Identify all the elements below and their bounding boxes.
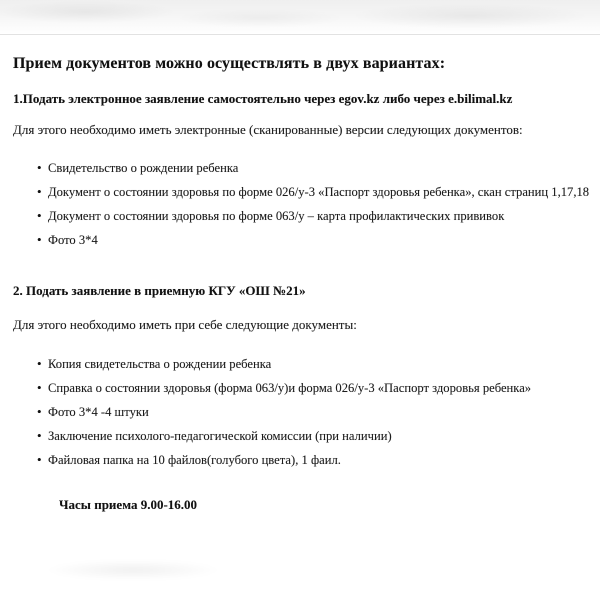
list-item: • Заключение психолого-педагогической комиссии (при наличии) bbox=[13, 424, 586, 448]
list-item: • Справка о состоянии здоровья (форма 063/у)и форма 026/у-3 «Паспорт здоровья ребенка» bbox=[13, 376, 586, 400]
section2-intro: Для этого необходимо иметь при себе следующие документы: bbox=[13, 317, 357, 332]
section-electronic-application bbox=[13, 91, 590, 252]
list-item: • Фото 3*4 -4 штуки bbox=[13, 400, 586, 424]
document-title: Прием документов можно осуществлять в двух вариантах: bbox=[13, 55, 446, 72]
section-in-person-application bbox=[13, 283, 586, 472]
section1-heading: 1.Подать электронное заявление самостоятельно через egov.kz либо через e.bilimal.kz bbox=[13, 91, 513, 106]
reception-hours: Часы приема 9.00-16.00 bbox=[59, 497, 198, 512]
section1-document-list bbox=[13, 156, 590, 252]
list-item: • Документ о состоянии здоровья по форме 063/у – карта профилактических прививок bbox=[13, 204, 586, 228]
section1-intro: Для этого необходимо иметь электронные (сканированные) версии следующих документов: bbox=[13, 122, 523, 137]
section2-document-list bbox=[13, 352, 586, 472]
list-item: • Свидетельство о рождении ребенка bbox=[13, 156, 586, 180]
list-item: • Фото 3*4 bbox=[13, 228, 586, 252]
section2-heading: 2. Подать заявление в приемную КГУ «ОШ №21» bbox=[13, 283, 306, 298]
list-item: • Файловая папка на 10 файлов(голубого цвета), 1 фаил. bbox=[13, 448, 586, 472]
list-item: • Документ о состоянии здоровья по форме 026/у-3 «Паспорт здоровья ребенка», скан страниц 1,17,18 bbox=[13, 180, 586, 204]
list-item: • Копия свидетельства о рождении ребенка bbox=[13, 352, 586, 376]
